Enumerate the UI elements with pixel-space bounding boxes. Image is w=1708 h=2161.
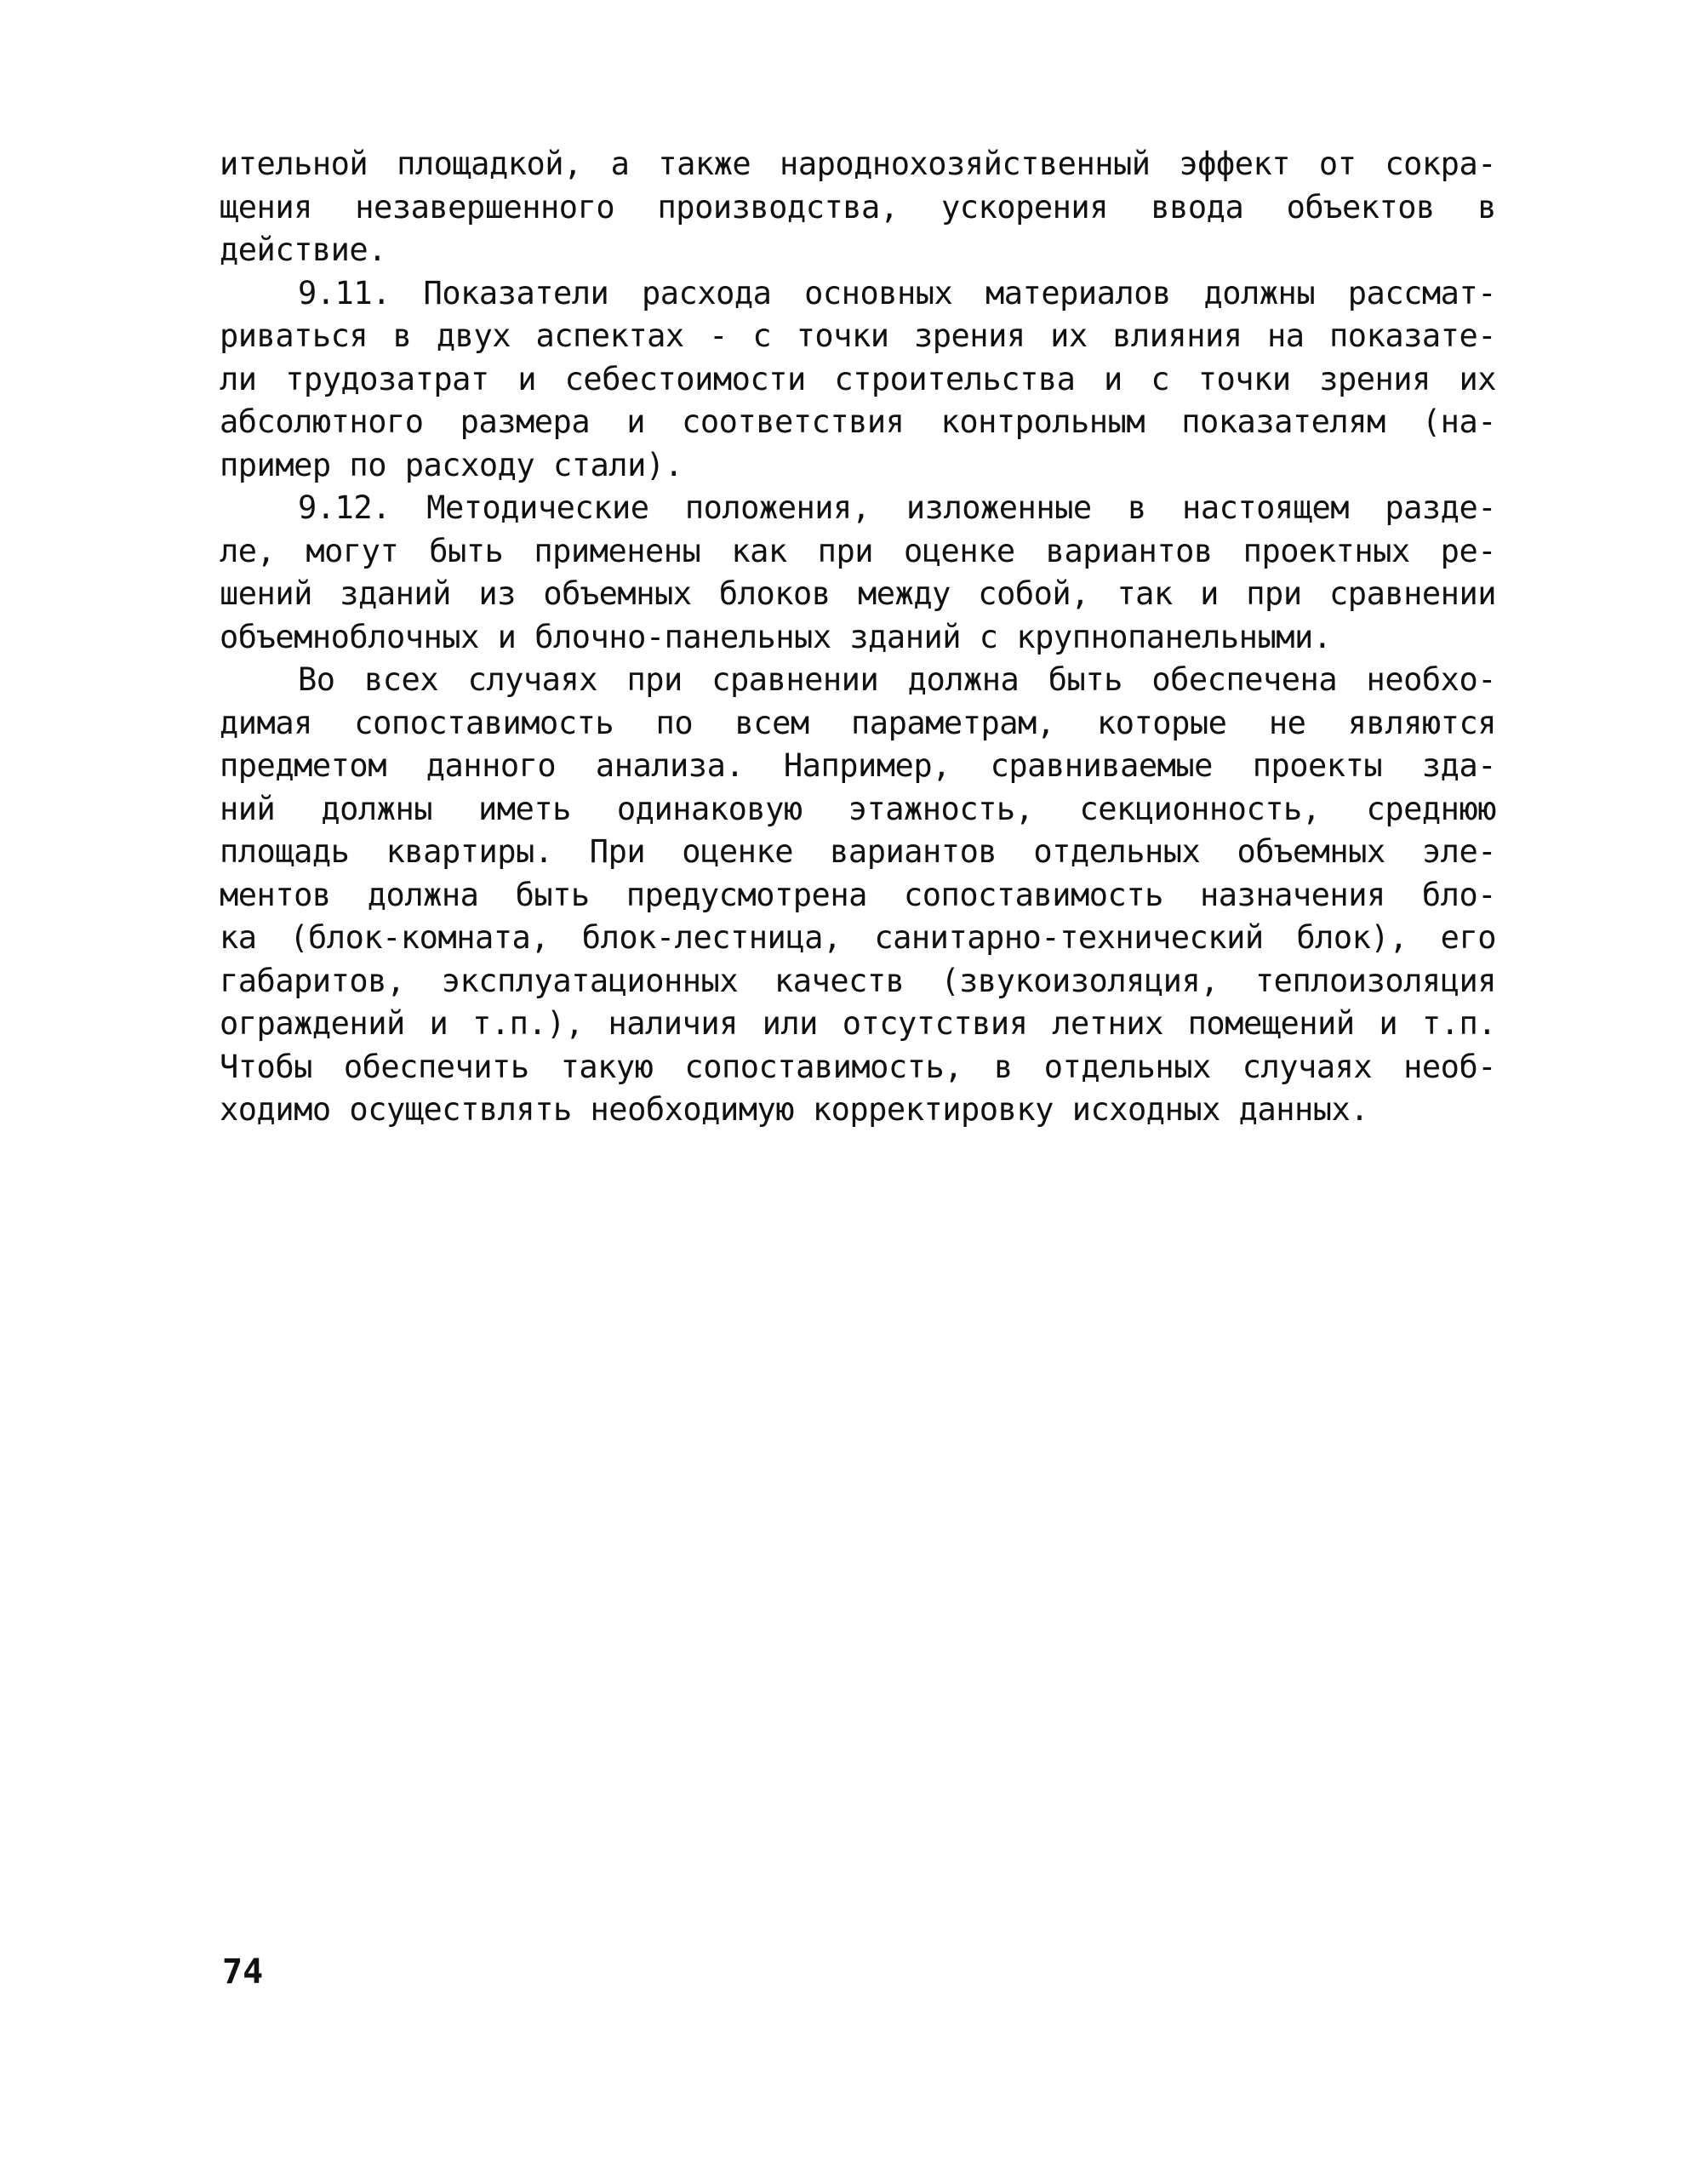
text-line: димая сопоставимость по всем параметрам, которые не являются bbox=[220, 704, 1496, 741]
text-line: ка (блок-комната, блок-лестница, санитарно-технический блок), его bbox=[220, 919, 1496, 956]
text-line: абсолютного размера и соответствия контрольным показателям (на- bbox=[220, 403, 1496, 440]
text-line: Во всех случаях при сравнении должна быть обеспечена необхо- bbox=[298, 661, 1496, 698]
text-line: ительной площадкой, а также народнохозяйственный эффект от сокра- bbox=[220, 146, 1496, 182]
text-line: ходимо осуществлять необходимую корректировку исходных данных. bbox=[220, 1091, 1369, 1128]
paragraph-continuation bbox=[220, 143, 1496, 272]
paragraph-9-11 bbox=[220, 272, 1496, 488]
paragraph-comparison bbox=[220, 659, 1496, 1132]
text-line: щения незавершенного производства, ускорения ввода объектов в bbox=[220, 188, 1496, 226]
text-line: ограждений и т.п.), наличия или отсутствия летних помещений и т.п. bbox=[220, 1005, 1496, 1042]
text-line: 9.11. Показатели расхода основных материалов должны рассмат- bbox=[298, 274, 1496, 312]
text-line: действие. bbox=[220, 232, 386, 268]
text-line: предметом данного анализа. Например, сравниваемые проекты зда- bbox=[220, 747, 1496, 784]
text-line: ментов должна быть предусмотрена сопоставимость назначения бло- bbox=[220, 876, 1496, 913]
paragraph-9-12 bbox=[220, 487, 1496, 659]
page-number: 74 bbox=[222, 1952, 264, 1992]
text-line: объемноблочных и блочно-панельных зданий с крупнопанельными. bbox=[220, 618, 1332, 655]
text-line: Чтобы обеспечить такую сопоставимость, в отдельных случаях необ- bbox=[220, 1048, 1496, 1085]
text-line: ли трудозатрат и себестоимости строительства и с точки зрения их bbox=[220, 360, 1496, 397]
text-line: площадь квартиры. При оценке вариантов отдельных объемных эле- bbox=[220, 833, 1496, 870]
text-line: риваться в двух аспектах - с точки зрения их влияния на показате- bbox=[220, 317, 1496, 354]
text-line: шений зданий из объемных блоков между собой, так и при сравнении bbox=[220, 575, 1496, 612]
text-line: ний должны иметь одинаковую этажность, секционность, среднюю bbox=[220, 790, 1496, 827]
text-line: ле, могут быть применены как при оценке вариантов проектных ре- bbox=[220, 532, 1496, 569]
body-text bbox=[220, 143, 1496, 1132]
text-line: габаритов, эксплуатационных качеств (звукоизоляция, теплоизоляция bbox=[220, 962, 1496, 999]
text-line: пример по расходу стали). bbox=[220, 446, 683, 483]
text-line: 9.12. Методические положения, изложенные в настоящем разде- bbox=[298, 489, 1496, 526]
